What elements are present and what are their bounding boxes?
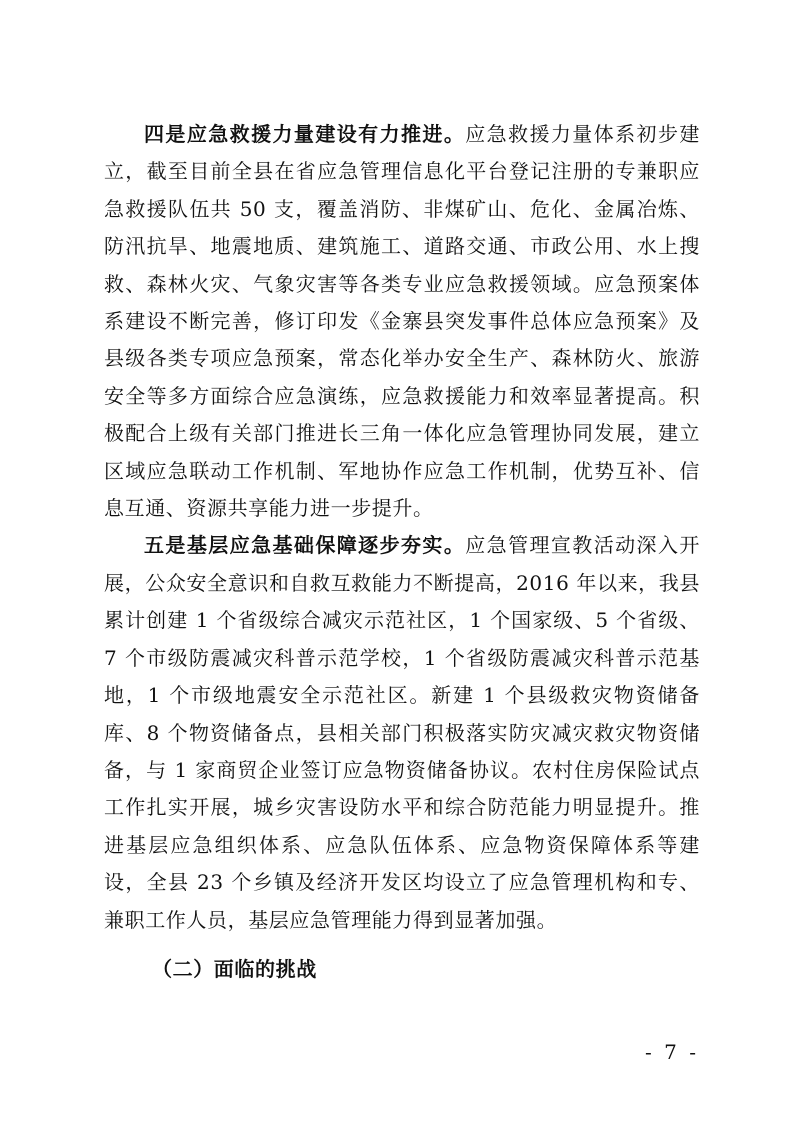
section-heading: （二）面临的挑战 bbox=[152, 957, 317, 981]
paragraph-lead: 五是基层应急基础保障逐步夯实。 bbox=[144, 533, 466, 558]
paragraph-text: 应急救援力量体系初步建立，截至目前全县在省应急管理信息化平台登记注册的专兼职应急救援队伍共 50 支，覆盖消防、非煤矿山、危化、金属冶炼、防汛抗旱、地震地质、建筑施工、道路交通、市政公用、水上搜救、森林火灾、气象灾害等各类专业应急救援领域。应急预案体系建设不断完善，修订印发《金寨县突发事件总体应急预案》及县级各类专项应急预案，常态化举办安全生产、森林防火、旅游安全等多方面综合应急演练，应急救援能力和效率显著提高。积极配合上级有关部门推进长三角一体化应急管理协同发展，建立区域应急联动工作机制、军地协作应急工作机制，优势互补、信息互通、资源共享能力进一步提升。 bbox=[104, 122, 700, 521]
paragraph-rescue-forces bbox=[104, 116, 700, 527]
page-number: - 7 - bbox=[645, 1040, 699, 1064]
body-text bbox=[104, 116, 700, 939]
paragraph-grassroots-support bbox=[104, 527, 700, 938]
paragraph-text: 应急管理宣教活动深入开展，公众安全意识和自救互救能力不断提高，2016 年以来，我县累计创建 1 个省级综合减灾示范社区，1 个国家级、5 个省级、7 个市级防震减灾科普示范学校，1 个省级防震减灾科普示范基地，1 个市级地震安全示范社区。新建 1 个县级救灾物资储备库、8 个物资储备点，县相关部门积极落实防灾减灾救灾物资储备，与 1 家商贸企业签订应急物资储备协议。农村住房保险试点工作扎实开展，城乡灾害设防水平和综合防范能力明显提升。推进基层应急组织体系、应急队伍体系、应急物资保障体系等建设，全县 23 个乡镇及经济开发区均设立了应急管理机构和专、兼职工作人员，基层应急管理能力得到显著加强。 bbox=[104, 533, 700, 932]
paragraph-lead: 四是应急救援力量建设有力推进。 bbox=[144, 122, 466, 146]
